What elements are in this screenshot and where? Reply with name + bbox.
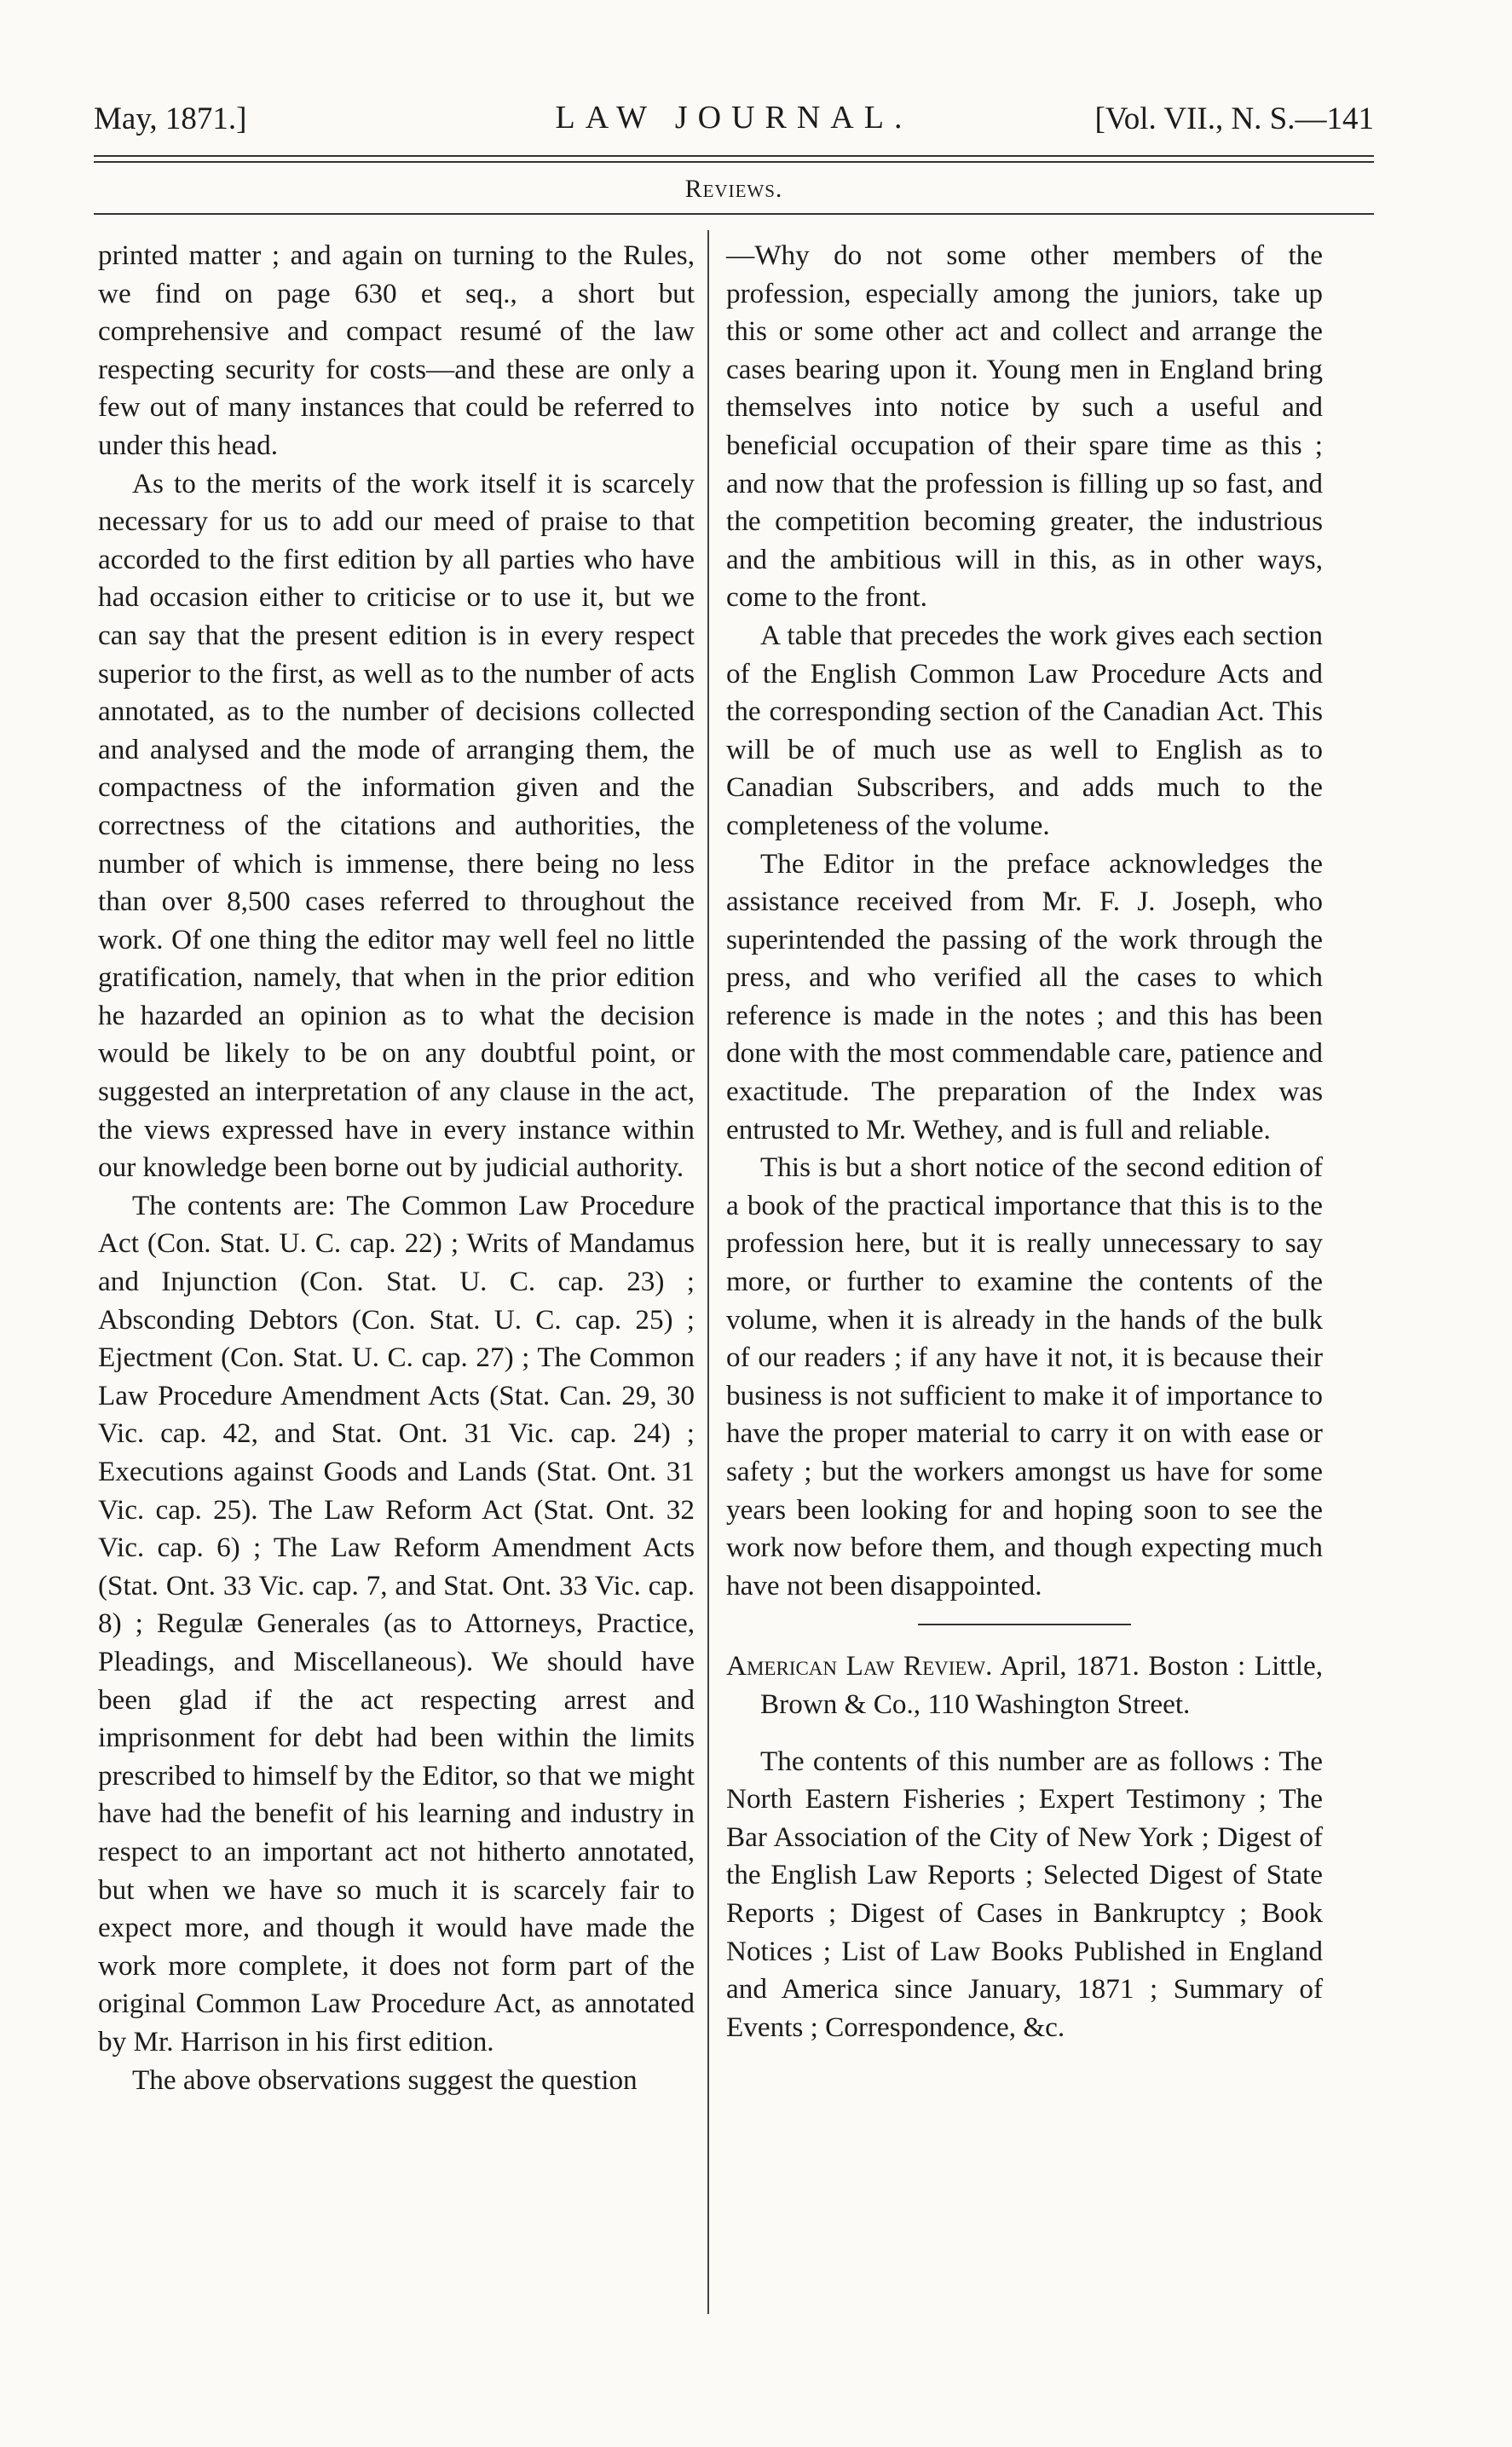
review-citation [726, 1648, 1323, 1723]
page-header [94, 95, 1374, 147]
review-separator [918, 1624, 1131, 1625]
review-body: The contents of this number are as follows : The North Eastern Fisheries ; Expert Testimony ; The Bar Association of the City of New York ; Digest of the English Law Reports ; Selected Digest of State Reports ; Digest of Cases in Bankruptcy ; Book Notices ; List of Law Books Published in England and America since January, 1871 ; Summary of Events ; Correspondence, &c. [726, 1745, 1323, 2043]
header-date: May, 1871.] [94, 101, 247, 136]
paragraph: —Why do not some other members of the profession, especially among the juniors, take up this or some other act and collect and arrange the cases bearing upon it. Young men in England bring themselves into notice by such a useful and beneficial occupation of their spare time as this ; and now that the profession is filling up so fast, and the competition becoming greater, the industrious and the ambitious will in this, as in other ways, come to the front. [726, 240, 1323, 614]
review-title: American Law Review. [726, 1650, 993, 1682]
paragraph: printed matter ; and again on turning to the Rules, we find on page 630 et seq., a short but comprehensive and compact resumé of the law respecting security for costs—and these are only a few out of many instances that could be referred to under this head. [98, 240, 695, 461]
header-rule-top [94, 155, 1374, 157]
right-column [726, 237, 1323, 2308]
left-column [98, 237, 695, 2308]
section-rule [94, 213, 1374, 215]
column-divider [707, 230, 709, 2314]
paragraph: The above observations suggest the question [132, 2063, 638, 2096]
paragraph: As to the merits of the work itself it is scarcely necessary for us to add our meed of praise to that accorded to the first edition by all parties who have had occasion either to criticise or to use it, but we can say that the present edition is in every respect superior to the first, as well as to the number of acts annotated, as to the number of decisions collected and analysed and the mode of arranging them, the compactness of the information given and the correctness of the citations and authorities, the number of which is immense, there being no less than over 8,500 cases referred to throughout the work. Of one thing the editor may well feel no little gratification, namely, that when in the prior edition he hazarded an opinion as to what the decision would be likely to be on any doubtful point, or suggested an interpretation of any clause in the act, the views expressed have in every instance within our knowledge been borne out by judicial authority. [98, 467, 695, 1184]
journal-title: LAW JOURNAL. [555, 100, 913, 136]
section-title: Reviews. [684, 175, 783, 203]
header-volume: [Vol. VII., N. S.—141 [1094, 101, 1374, 136]
review-publication: April, 1871. Boston : Little, Brown & Co., 110 Washington Street. [760, 1650, 1323, 1720]
paragraph: The Editor in the preface acknowledges the assistance received from Mr. F. J. Joseph, who superintended the passing of the work through the press, and who verified all the cases to which reference is made in the notes ; and this has been done with the most commendable care, patience and exactitude. The preparation of the Index was entrusted to Mr. Wethey, and is full and reliable. [726, 847, 1323, 1146]
paragraph: This is but a short notice of the second edition of a book of the practical importance that this is to the profession here, but it is really unnecessary to say more, or further to examine the contents of the volume, when it is already in the hands of the bulk of our readers ; if any have it not, it is because their business is not sufficient to make it of importance to have the proper material to carry it on with ease or safety ; but the workers amongst us have for some years been looking for and hoping soon to see the work now before them, and though expecting much have not been disappointed. [726, 1151, 1323, 1602]
paragraph: The contents are: The Common Law Procedure Act (Con. Stat. U. C. cap. 22) ; Writs of Mandamus and Injunction (Con. Stat. U. C. cap. 23) ; Absconding Debtors (Con. Stat. U. C. cap. 25) ; Ejectment (Con. Stat. U. C. cap. 27) ; The Common Law Procedure Amendment Acts (Stat. Can. 29, 30 Vic. cap. 42, and Stat. Ont. 31 Vic. cap. 24) ; Executions against Goods and Lands (Stat. Ont. 31 Vic. cap. 25). The Law Reform Act (Stat. Ont. 32 Vic. cap. 6) ; The Law Reform Amendment Acts (Stat. Ont. 33 Vic. cap. 7, and Stat. Ont. 33 Vic. cap. 8) ; Regulæ Generales (as to Attorneys, Practice, Pleadings, and Miscellaneous). We should have been glad if the act respecting arrest and imprisonment for debt had been within the limits prescribed to himself by the Editor, so that we might have had the benefit of his learning and industry in respect to an important act not hitherto annotated, but when we have so much it is scarcely fair to expect more, and though it would have made the work more complete, it does not form part of the original Common Law Procedure Act, as annotated by Mr. Harrison in his first edition. [98, 1189, 695, 2057]
header-rule-bottom [94, 161, 1374, 163]
paragraph: A table that precedes the work gives each section of the English Common Law Procedure Acts and the corresponding section of the Canadian Act. This will be of much use as well to English as to Canadian Subscribers, and adds much to the completeness of the volume. [726, 619, 1323, 841]
